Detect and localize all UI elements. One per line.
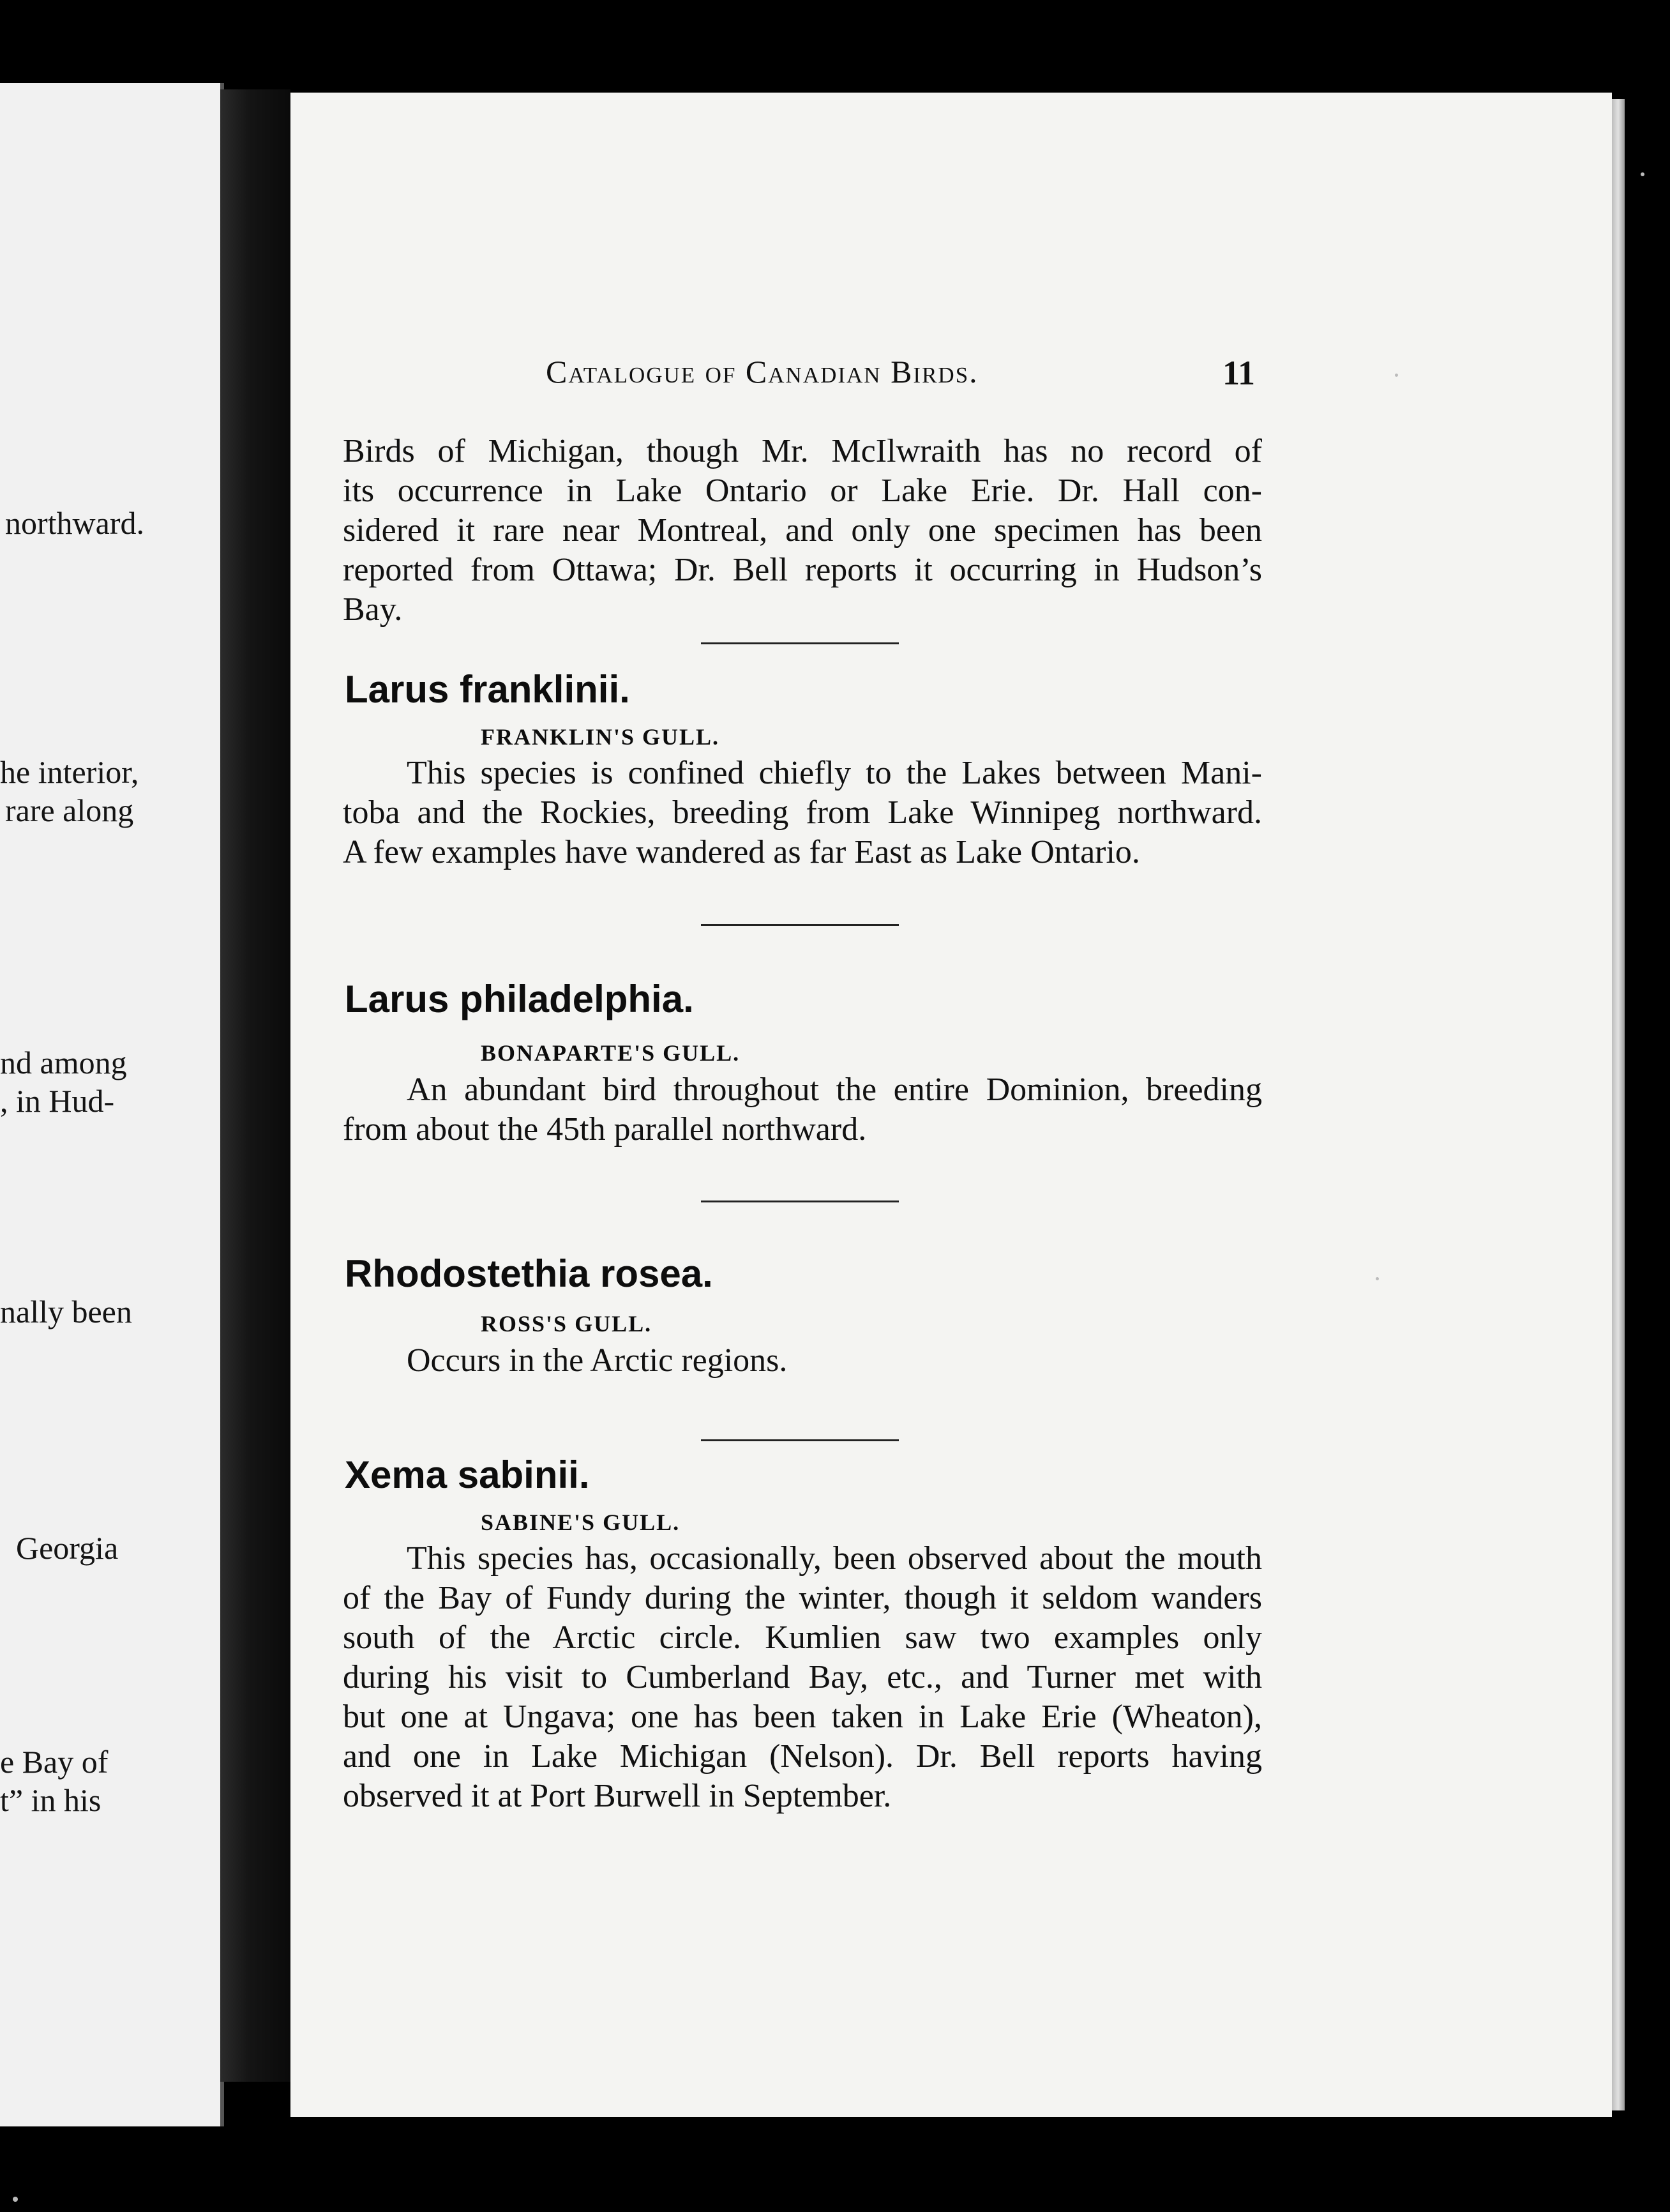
common-name: FRANKLIN'S GULL.: [481, 724, 720, 750]
entry-line: Occurs in the Arctic regions.: [407, 1342, 788, 1379]
intro-line: Birds of Michigan, though Mr. McIlwraith has no record of: [343, 433, 1262, 469]
running-head: Catalogue of Canadian Birds.: [546, 354, 979, 390]
common-name: BONAPARTE'S GULL.: [481, 1040, 741, 1066]
left-facing-page: [0, 83, 224, 2126]
book-gutter: [220, 89, 290, 2082]
left-page-fragment: Georgia: [16, 1530, 119, 1566]
common-name: ROSS'S GULL.: [481, 1311, 652, 1337]
entry-line: This species has, occasionally, been observed about the mouth: [407, 1540, 1262, 1577]
species-heading: Rhodostethia rosea.: [345, 1252, 713, 1295]
common-name: SABINE'S GULL.: [481, 1510, 681, 1535]
section-divider: [701, 1439, 899, 1441]
species-heading: Larus philadelphia.: [345, 978, 694, 1020]
entry-line: This species is confined chiefly to the Lakes between Mani-: [407, 755, 1262, 791]
left-page-fragment: nd among: [0, 1045, 127, 1080]
page-edge: [1612, 99, 1625, 2110]
left-page-fragment: northward.: [5, 505, 144, 541]
entry-line: toba and the Rockies, breeding from Lake Winnipeg northward.: [343, 794, 1262, 831]
entry-line: south of the Arctic circle. Kumlien saw two examples only: [343, 1619, 1262, 1656]
entry-line: A few examples have wandered as far East as Lake Ontario.: [343, 834, 1140, 870]
intro-line: Bay.: [343, 591, 403, 628]
entry-line: of the Bay of Fundy during the winter, though it seldom wanders: [343, 1580, 1262, 1616]
species-heading: Larus franklinii.: [345, 668, 630, 711]
left-page-fragment: e Bay of: [0, 1744, 109, 1780]
section-divider: [701, 642, 899, 644]
intro-line: its occurrence in Lake Ontario or Lake Erie. Dr. Hall con-: [343, 473, 1262, 509]
intro-line: sidered it rare near Montreal, and only one specimen has been: [343, 512, 1262, 549]
entry-line: from about the 45th parallel northward.: [343, 1111, 867, 1148]
intro-line: reported from Ottawa; Dr. Bell reports it occurring in Hudson’s: [343, 552, 1262, 588]
left-page-fragment: rare along: [5, 792, 134, 828]
entry-line: during his visit to Cumberland Bay, etc., and Turner met with: [343, 1659, 1262, 1695]
left-page-fragment: he interior,: [0, 754, 139, 790]
section-divider: [701, 924, 899, 926]
entry-line: and one in Lake Michigan (Nelson). Dr. Bell reports having: [343, 1738, 1262, 1775]
entry-line: An abundant bird throughout the entire Dominion, breeding: [407, 1072, 1262, 1108]
left-page-fragment: , in Hud-: [0, 1083, 115, 1119]
left-page-fragment: t” in his: [0, 1782, 102, 1818]
species-heading: Xema sabinii.: [345, 1453, 590, 1496]
section-divider: [701, 1201, 899, 1202]
left-page-fragment: nally been: [0, 1294, 132, 1329]
scan-speck: [1641, 172, 1644, 176]
scan-speck: [1395, 374, 1398, 377]
scan-speck: [13, 2197, 18, 2202]
entry-line: observed it at Port Burwell in September.: [343, 1778, 892, 1814]
entry-line: but one at Ungava; one has been taken in Lake Erie (Wheaton),: [343, 1699, 1262, 1735]
scan-speck: [1376, 1277, 1379, 1280]
page-number: 11: [1222, 354, 1256, 392]
